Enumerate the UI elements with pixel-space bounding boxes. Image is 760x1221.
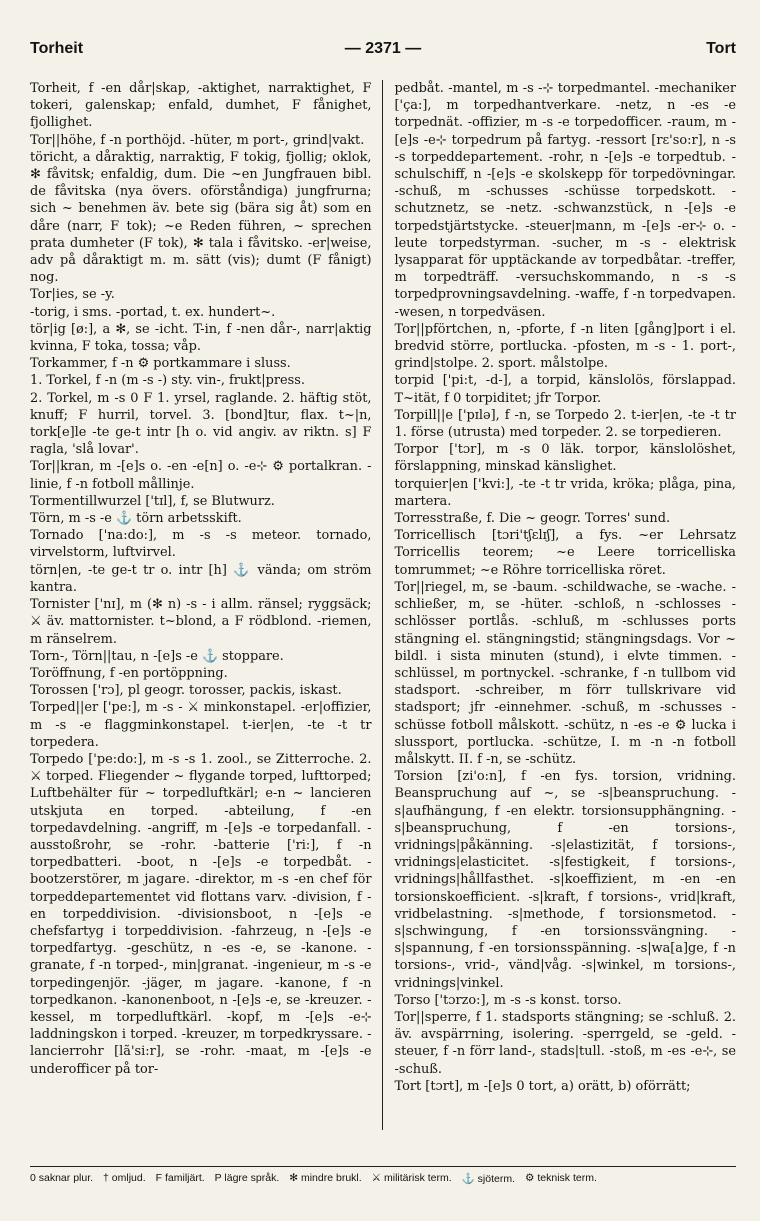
legend-item: P lägre språk.: [214, 1172, 280, 1184]
legend-item: ⚙ teknisk term.: [525, 1172, 597, 1184]
dictionary-entry: Törn, m -s -e ⚓ törn arbetsskift.: [30, 511, 242, 527]
left-column: [30, 80, 382, 1130]
dictionary-entry: Torossen ['rɔ], pl geogr. torosser, packis, iskast.: [30, 683, 342, 699]
dictionary-entry: Tornister ['nɪ], m (✻ n) -s - i allm. ränsel; ryggsäck; ⚔ äv. mattornister. t~blond, a F rödblond. -riemen, m ränselrem.: [30, 597, 372, 647]
dictionary-entry: Torresstraße, f. Die ~ geogr. Torres' sund.: [394, 511, 671, 527]
dictionary-entry: pedbåt. -mantel, m -s -⊹ torpedmantel. -mechaniker ['ça:], m torpedhantverkare. -netz, n -es -e torpednät. -offizier, m -s -e torpedofficer. -raum, m -[e]s -e⊹ torpedrum på fartyg. -ressort [rɛ'so:r], n -s -s torpeddepartement. -rohr, n -[e]s -e torpedtub. -schulschiff, n -[e]s -e skolskepp för torpedövningar. -schuß, m -schusses -schüsse torpedskott. -schutznetz, se -netz. -schwanzstück, n -[e]s -e torpedstjärtstycke. -steuer|mann, m -[e]s -er⊹ o. -leute torpedstyrman. -sucher, m -s - elektrisk lysapparat för upptäckande av torpedbåtar. -treffer, m torpedträff. -versuchskommando, n -s -s torpedprovningsavdelning. -waffe, f -n torpedvapen. -wesen, n torpedväsen.: [394, 81, 736, 320]
legend-item: F familjärt.: [155, 1172, 205, 1184]
dictionary-entry: Torpedo ['pe:do:], m -s -s 1. zool., se Zitterroche. 2. ⚔ torped. Fliegender ~ flygande torped, lufttorped; Luftbehälter für ~ torpedluftkärl; e-n ~ lancieren utskjuta en torped. -abteilung, f -en torpedavdelning. -angriff, m -[e]s -e torpedanfall. -ausstoßrohr, se -rohr. -batterie ['ri:], f -n torpedbatteri. -boot, n -[e]s -e torpedbåt. -bootzerstörer, m jagare. -direktor, m -s -en chef för torpeddepartementet vid flottans varv. -division, f -en torpeddivision. -divisionsboot, n -[e]s -e chefsfartyg i torpeddivision. -fahrzeug, n -[e]s -e torpedfartyg. -geschütz, n -es -e, se -kanone. -granate, f -n torped-, min|granat. -ingenieur, m -s -e torpedingenjör. -jäger, m jagare. -kanone, f -n torpedkanon. -kanonenboot, n -[e]s -e, se -kreuzer. -kessel, m torpedluftkärl. -kopf, m -[e]s -e⊹ laddningskon i torped. -kreuzer, m torpedkryssare. -lancierrohr [lã'si:r], se -rohr. -maat, m -[e]s -e underofficer på tor-: [30, 751, 372, 1077]
dictionary-entry: Tor||höhe, f -n porthöjd. -hüter, m port-, grind|vakt.: [30, 132, 365, 148]
dictionary-entry: torquier|en ['kvi:], -te -t tr vrida, kröka; plåga, pina, martera.: [394, 476, 736, 509]
dictionary-entry: Tort [tɔrt], m -[e]s 0 tort, a) orätt, b) oförrätt;: [394, 1078, 691, 1094]
footer-rule: [30, 1166, 736, 1167]
legend-item: ⚔ militärisk term.: [371, 1172, 452, 1184]
dictionary-entry: Torricellisch [tɔri'tʃɛlɪʃ], a fys. ~er Lehrsatz Torricellis teorem; ~e Leere torricelliska tomrummet; ~e Röhre torricelliska röret.: [394, 528, 736, 578]
dictionary-entry: törn|en, -te ge-t tr o. intr [h] ⚓ vända; om ström kantra.: [30, 562, 372, 595]
header-right-headword: Tort: [706, 40, 736, 57]
legend-item: 0 saknar plur.: [30, 1172, 94, 1184]
dictionary-entry: torpid ['pi:t, -d-], a torpid, känslolös, förslappad. T~ität, f 0 torpiditet; jfr Torpor.: [394, 373, 736, 406]
footer-legend: [30, 1172, 736, 1185]
page-number: — 2371 —: [344, 40, 422, 57]
dictionary-entry: Torpill||e ['pɪlə], f -n, se Torpedo 2. t-ier|en, -te -t tr 1. förse (utrusta) med torpeder. 2. se torpedieren.: [394, 407, 736, 441]
dictionary-entry: Tor|ies, se -y.: [30, 287, 115, 303]
dictionary-entry: Torn-, Törn||tau, n -[e]s -e ⚓ stoppare.: [30, 648, 284, 664]
dictionary-entry: 1. Torkel, f -n (m -s -) sty. vin-, frukt|press.: [30, 373, 305, 389]
dictionary-entry: Torpor ['tɔr], m -s 0 läk. torpor, känslolöshet, förslappning, minskad känslighet.: [394, 442, 736, 475]
dictionary-entry: Tormentillwurzel ['tɪl], f, se Blutwurz.: [30, 493, 275, 509]
dictionary-entry: Tor||pförtchen, n, -pforte, f -n liten [gång]port i el. bredvid större, portlucka. -pfosten, m -s - 1. port-, grind|stolpe. 2. sport. målstolpe.: [394, 321, 736, 372]
dictionary-entry: Torsion [zi'o:n], f -en fys. torsion, vridning. Beanspruchung auf ~, se -s|beanspruchung. -s|aufhängung, f -en elektr. torsionsupphängning. -s|beanspruchung, f -en torsions-, vridnings|påkänning. -s|elastizität, f torsions-, vridnings|elasticitet. -s|festigkeit, f torsions-, vridnings|hållfasthet. -s|koeffizient, m -en -en torsionskoefficient. -s|kraft, f torsions-, vrid|kraft, vridbelastning. -s|methode, f torsionsmetod. -s|schwingung, f -en torsionssvängning. -s|spannung, f -en torsionsspänning. -s|wa[a]ge, f -n torsions-, vrid-, vänd|våg. -s|winkel, m torsions-, vridnings|vinkel.: [394, 769, 736, 991]
dictionary-entry: Torso ['tɔrzo:], m -s -s konst. torso.: [394, 992, 622, 1008]
dictionary-entry: Tor||riegel, m, se -baum. -schildwache, se -wache. -schließer, m, se -hüter. -schloß, n -schlosses -schlösser portlås. -schluß, m -schlusses ports stängning el. stängningstid; stängningsdags. Vor ~ bildl. i sista minuten (stund), i elvte timmen. -schlüssel, m portnyckel. -schranke, f -n tullbom vid stadsport. -schreiber, m förr tullskrivare vid stadsport; jfr -einnehmer. -schuß, m -schusses -schüsse fotboll målskott. -schütz, n -es -e ⚙ lucka i slussport, portlucka. -schütze, I. m -n -n fotboll målskytt. II. f -n, se -schütz.: [394, 579, 736, 767]
dictionary-entry: Torped||er ['pe:], m -s - ⚔ minkonstapel. -er|offizier, m -s -e flaggminkonstapel. t-ier|en, -te -t tr torpedera.: [30, 700, 372, 750]
dictionary-entry: töricht, a dåraktig, narraktig, F tokig, fjollig; oklok, ✻ fåvitsk; enfaldig, dum. Die ~en Jungfrauen bibl. de fåvitska (nya övers. oförståndiga) jungfrurna; sich ~ benehmen äv. bete sig (bära sig åt) som en dåre (narr, F tok); ~e Reden führen, ~ sprechen prata dumheter (F tok), ✻ tala i fåvitsko. -er|weise, adv på dåraktigt m. m. sätt (vis); dumt (F fånigt) nog.: [30, 149, 372, 286]
dictionary-entry: tör|ig [ø:], a ✻, se -icht. T-in, f -nen dår-, narr|aktig kvinna, F toka, tossa; våp.: [30, 321, 372, 355]
header-left-headword: Torheit: [30, 40, 84, 57]
columns: [30, 80, 736, 1130]
page-header: [30, 40, 736, 80]
legend-item: ✻ mindre brukl.: [289, 1172, 362, 1184]
dictionary-entry: -torig, i sms. -portad, t. ex. hundert~.: [30, 304, 276, 320]
dictionary-entry: Tor||kran, m -[e]s o. -en -e[n] o. -e⊹ ⚙ portalkran. -linie, f -n fotboll mållinje.: [30, 459, 372, 492]
legend-item: † omljud.: [103, 1172, 146, 1184]
dictionary-entry: Tornado ['na:do:], m -s -s meteor. tornado, virvelstorm, luftvirvel.: [30, 528, 372, 561]
dictionary-entry: Torkammer, f -n ⚙ portkammare i sluss.: [30, 356, 291, 372]
legend-item: ⚓ sjöterm.: [461, 1173, 516, 1185]
dictionary-entry: Torheit, f -en dår|skap, -aktighet, narraktighet, F tokeri, galenskap; enfald, dumhet, F fånighet, fjollighet.: [30, 81, 372, 131]
dictionary-entry: Toröffnung, f -en portöppning.: [30, 665, 228, 681]
dictionary-entry: Tor||sperre, f 1. stadsports stängning; se -schluß. 2. äv. avspärrning, isolering. -sperrgeld, se -geld. -steuer, f -n förr land-, stads|tull. -stoß, m -es -e⊹, se -schuß.: [394, 1009, 736, 1077]
right-column: [383, 80, 737, 1130]
dictionary-entry: 2. Torkel, m -s 0 F 1. yrsel, raglande. 2. häftig stöt, knuff; F hurril, torvel. 3. [bond]tur, flax. t~|n, tork[e]le -te ge-t intr [h o. vid angiv. av riktn. s] F ragla, 'slå lovar'.: [30, 390, 372, 458]
